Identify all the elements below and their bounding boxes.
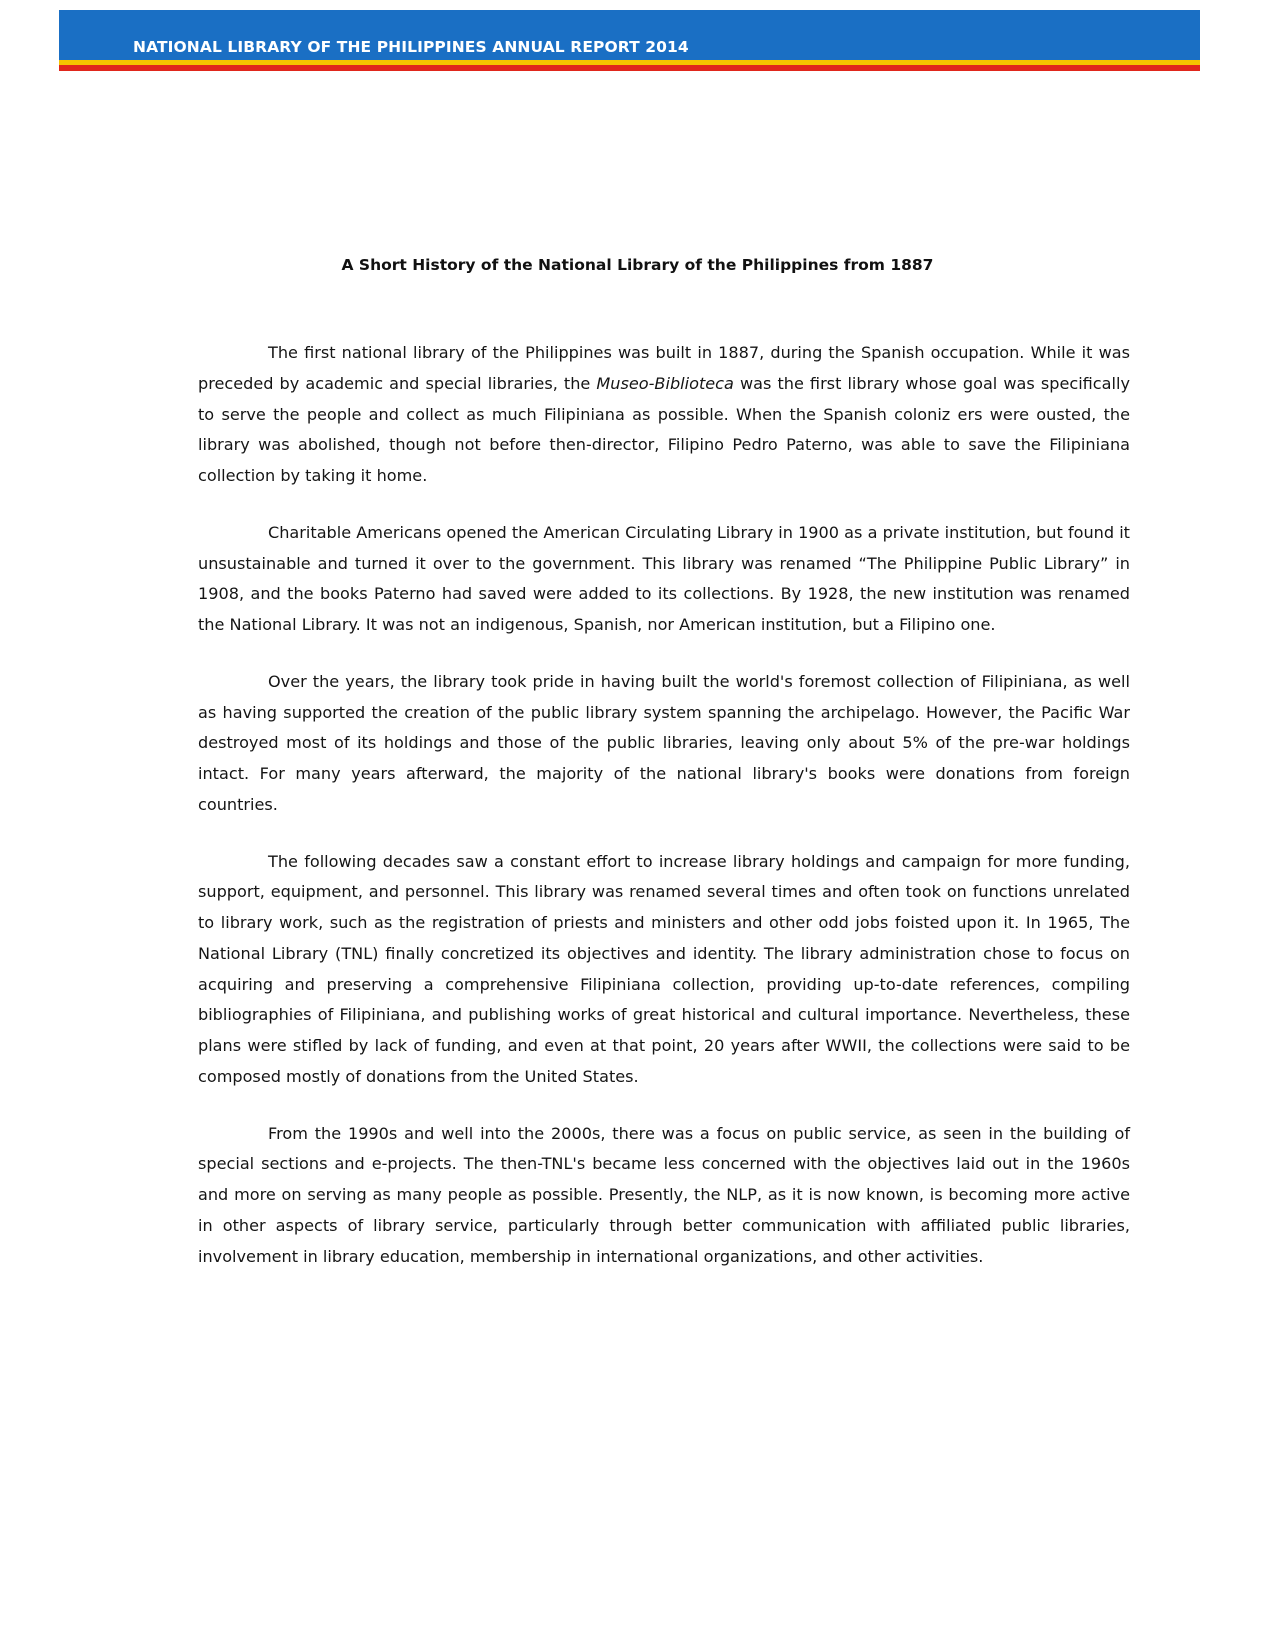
paragraph-1-text-after: was the first library whose goal was specifically to serve the people and collect as much Filipiniana as possible. When the Spanish coloniz ers were ousted, the library was abolished, though not before then-director, Filipino Pedro Paterno, was able to save the Filipiniana collection by taking it home.	[198, 373, 1130, 485]
paragraph-5: From the 1990s and well into the 2000s, there was a focus on public service, as seen in the building of special sections and e-projects. The then-TNL's became less concerned with the objectives laid out in the 1960s and more on serving as many people as possible. Presently, the NLP, as it is now known, is becoming more active in other aspects of library service, particularly through better communication with affiliated public libraries, involvement in library education, membership in international organizations, and other activities.	[198, 1123, 1130, 1266]
paragraph-2: Charitable Americans opened the American Circulating Library in 1900 as a private institution, but found it unsustainable and turned it over to the government. This library was renamed “The Philippine Public Library” in 1908, and the books Paterno had saved were added to its collections. By 1928, the new institution was renamed the National Library. It was not an indigenous, Spanish, nor American institution, but a Filipino one.	[198, 522, 1130, 634]
museo-biblioteca-emphasis: Museo-Biblioteca	[596, 373, 734, 393]
document-title: A Short History of the National Library of the Philippines from 1887	[341, 256, 934, 274]
paragraph-1-text-before: The first national library of the Philippines was built in 1887, during the Spanish occupation. While it was preceded by academic and special libraries, the	[198, 343, 1130, 393]
paragraph-4: The following decades saw a constant effort to increase library holdings and campaign for more funding, support, equipment, and personnel. This library was renamed several times and often took on functions unrelated to library work, such as the registration of priests and ministers and other odd jobs foisted upon it. In 1965, The National Library (TNL) finally concretized its objectives and identity. The library administration chose to focus on acquiring and preserving a comprehensive Filipiniana collection, providing up-to-date references, compiling bibliographies of Filipiniana, and publishing works of great historical and cultural importance. Nevertheless, these plans were stifled by lack of funding, and even at that point, 20 years after WWII, the collections were said to be composed mostly of donations from the United States.	[198, 851, 1130, 1086]
document-body	[198, 338, 1130, 1298]
paragraph-3: Over the years, the library took pride in having built the world's foremost collection of Filipiniana, as well as having supported the creation of the public library system spanning the archipelago. However, the Pacific War destroyed most of its holdings and those of the public libraries, leaving only about 5% of the pre-war holdings intact. For many years afterward, the majority of the national library's books were donations from foreign countries.	[198, 671, 1130, 814]
header-stripe-red	[59, 65, 1200, 71]
report-header-title: NATIONAL LIBRARY OF THE PHILIPPINES ANNUAL REPORT 2014	[133, 38, 689, 56]
paragraph-1	[198, 338, 1130, 492]
